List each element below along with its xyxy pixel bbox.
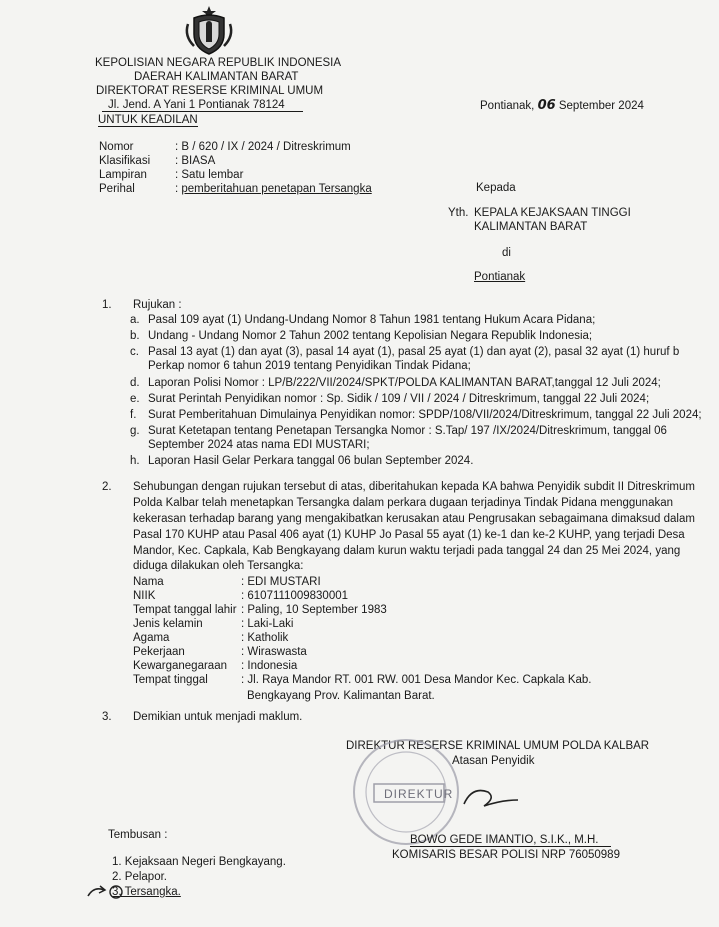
tembusan-title: Tembusan :	[108, 829, 168, 841]
suspect-label-agama: Agama	[133, 632, 170, 644]
section-2-line-5: Mandor, Kec. Capkala, Kab Bengkayang dalam kurun waktu terjadi pada tanggal 24 dan 25 Mei 2024, yang	[133, 545, 681, 557]
suspect-label-pekerjaan: Pekerjaan	[133, 646, 185, 658]
meta-value-perihal: pemberitahuan penetapan Tersangka	[181, 183, 372, 195]
letterhead-line-1: KEPOLISIAN NEGARA REPUBLIK INDONESIA	[95, 57, 342, 69]
section-2-line-3: kekerasan terhadap barang yang mengakibatkan kerusakan atau Pengrusakan sebagaimana dimaksud dalam	[133, 513, 695, 525]
suspect-value-agama: : Katholik	[241, 632, 289, 644]
rujukan-item-a-text: Pasal 109 ayat (1) Undang-Undang Nomor 8 Tahun 1981 tentang Hukum Acara Pidana;	[148, 314, 596, 326]
tembusan-item-3: 3. Tersangka.	[112, 886, 181, 898]
date-prefix: Pontianak,	[480, 100, 535, 112]
section-3-text: Demikian untuk menjadi maklum.	[133, 711, 303, 723]
rujukan-item-d-letter: d.	[130, 377, 140, 389]
suspect-label-ttl: Tempat tanggal lahir	[133, 604, 237, 616]
addressee-yth: Yth.	[448, 207, 469, 219]
addressee-city: Pontianak	[474, 271, 526, 283]
section-2-number: 2.	[102, 481, 112, 493]
meta-label-nomor: Nomor	[99, 141, 134, 153]
suspect-label-tempat-tinggal: Tempat tinggal	[133, 674, 208, 686]
suspect-label-jenis-kelamin: Jenis kelamin	[133, 618, 203, 630]
rujukan-item-d-text: Laporan Polisi Nomor : LP/B/222/VII/2024/SPKT/POLDA KALIMANTAN BARAT,tanggal 12 Juli 2024;	[148, 377, 661, 389]
rujukan-item-f-text: Surat Pemberitahuan Dimulainya Penyidikan nomor: SPDP/108/VII/2024/Ditreskrimum, tanggal 22 Juli 2024;	[148, 409, 702, 421]
addressee-kepada: Kepada	[476, 182, 516, 194]
suspect-value-tempat-tinggal: : Jl. Raya Mandor RT. 001 RW. 001 Desa Mandor Kec. Capkala Kab.	[241, 674, 592, 686]
rujukan-item-c-text-1: Pasal 13 ayat (1) dan ayat (3), pasal 14 ayat (1), pasal 25 ayat (1) dan ayat (2), pasal 32 ayat (1) huruf b	[148, 346, 680, 358]
letterhead-line-4: Jl. Jend. A Yani 1 Pontianak 78124	[102, 99, 303, 112]
date-rest: September 2024	[558, 100, 644, 112]
meta-label-lampiran: Lampiran	[99, 169, 147, 181]
suspect-label-nik: NIIK	[133, 590, 156, 602]
suspect-value-jenis-kelamin: : Laki-Laki	[241, 618, 294, 630]
date-day-handwritten: 06	[537, 98, 556, 113]
section-2-line-2: Polda Kalbar telah menetapkan Tersangka dalam perkara dugaan terjadinya Tindak Pidana menggunakan	[133, 497, 674, 509]
rujukan-item-b-text: Undang - Undang Nomor 2 Tahun 2002 tentang Kepolisian Negara Republik Indonesia;	[148, 330, 593, 342]
section-2-line-4: Pasal 170 KUHP atau Pasal 406 ayat (1) KUHP Jo Pasal 55 ayat (1) ke-1 dan ke-2 KUHP, yang terjadi Desa	[133, 529, 685, 541]
rujukan-item-f-letter: f.	[130, 409, 137, 421]
meta-label-perihal: Perihal	[99, 183, 135, 195]
section-1-title: Rujukan :	[133, 299, 182, 311]
letterhead-line-3: DIREKTORAT RESERSE KRIMINAL UMUM	[96, 85, 324, 97]
tembusan-item-1: 1. Kejaksaan Negeri Bengkayang.	[112, 856, 286, 868]
suspect-value-nama: : EDI MUSTARI	[241, 576, 321, 588]
addressee-di: di	[502, 247, 511, 259]
signature-title: DIREKTUR RESERSE KRIMINAL UMUM POLDA KALBAR	[346, 740, 650, 752]
rujukan-item-b-letter: b.	[130, 330, 140, 342]
stamp-text: DIREKTUR	[384, 787, 454, 801]
suspect-value-kewarganegaraan: : Indonesia	[241, 660, 298, 672]
suspect-value-nik: : 6107111009830001	[241, 590, 349, 602]
addressee-line-1: KEPALA KEJAKSAAN TINGGI	[474, 207, 631, 219]
rujukan-item-c-text-2: Perkap nomor 6 tahun 2019 tentang Penyidikan Tindak Pidana;	[148, 360, 471, 372]
meta-label-klasifikasi: Klasifikasi	[99, 155, 151, 167]
suspect-value-pekerjaan: : Wiraswasta	[241, 646, 307, 658]
letter-meta: Nomor : B / 620 / IX / 2024 / Ditreskrimum Klasifikasi : BIASA Lampiran : Satu lembar Perihal : pemberitahuan penetapan Tersangka	[99, 141, 372, 195]
rujukan-item-g-text-2: September 2024 atas nama EDI MUSTARI;	[148, 439, 370, 451]
rujukan-item-a-letter: a.	[130, 314, 140, 326]
signatory-name: BOWO GEDE IMANTIO, S.I.K., M.H.	[410, 834, 611, 847]
section-2-line-1: Sehubungan dengan rujukan tersebut di atas, diberitahukan kepada KA bahwa Penyidik subdit II Ditreskrimum	[133, 481, 695, 493]
rujukan-item-h-letter: h.	[130, 455, 140, 467]
signatory-rank: KOMISARIS BESAR POLISI NRP 76050989	[392, 849, 620, 861]
section-2-line-6: diduga dilakukan oleh Tersangka:	[133, 560, 304, 572]
rujukan-item-e-letter: e.	[130, 393, 140, 405]
meta-value-nomor: B / 620 / IX / 2024 / Ditreskrimum	[181, 141, 351, 153]
suspect-label-kewarganegaraan: Kewarganegaraan	[133, 660, 227, 672]
suspect-label-nama: Nama	[133, 576, 164, 588]
tembusan-item-2: 2. Pelapor.	[112, 871, 167, 883]
rujukan-item-e-text: Surat Perintah Penyidikan nomor : Sp. Sidik / 109 / VII / 2024 / Ditreskrimum, tanggal 22 Juli 2024;	[148, 393, 650, 405]
handwritten-check-mark	[86, 880, 126, 902]
section-1-number: 1.	[102, 299, 112, 311]
handwritten-signature	[458, 780, 528, 820]
suspect-address-continued: Bengkayang Prov. Kalimantan Barat.	[247, 690, 435, 702]
meta-value-klasifikasi: BIASA	[181, 155, 216, 167]
rujukan-item-c-letter: c.	[130, 346, 139, 358]
police-emblem-logo	[180, 4, 238, 56]
rujukan-item-g-letter: g.	[130, 425, 140, 437]
letter-date	[480, 98, 644, 113]
signature-subtitle: Atasan Penyidik	[452, 755, 535, 767]
rujukan-item-h-text: Laporan Hasil Gelar Perkara tanggal 06 bulan September 2024.	[148, 455, 474, 467]
addressee-line-2: KALIMANTAN BARAT	[474, 221, 588, 233]
letterhead-line-5: UNTUK KEADILAN	[98, 114, 198, 126]
suspect-details	[133, 576, 593, 706]
letterhead-line-2: DAERAH KALIMANTAN BARAT	[134, 71, 299, 83]
suspect-value-ttl: : Paling, 10 September 1983	[241, 604, 387, 616]
meta-value-lampiran: Satu lembar	[181, 169, 244, 181]
rujukan-item-g-text-1: Surat Ketetapan tentang Penetapan Tersangka Nomor : S.Tap/ 197 /IX/2024/Ditreskrimum, tanggal 06	[148, 425, 667, 437]
section-3-number: 3.	[102, 711, 112, 723]
